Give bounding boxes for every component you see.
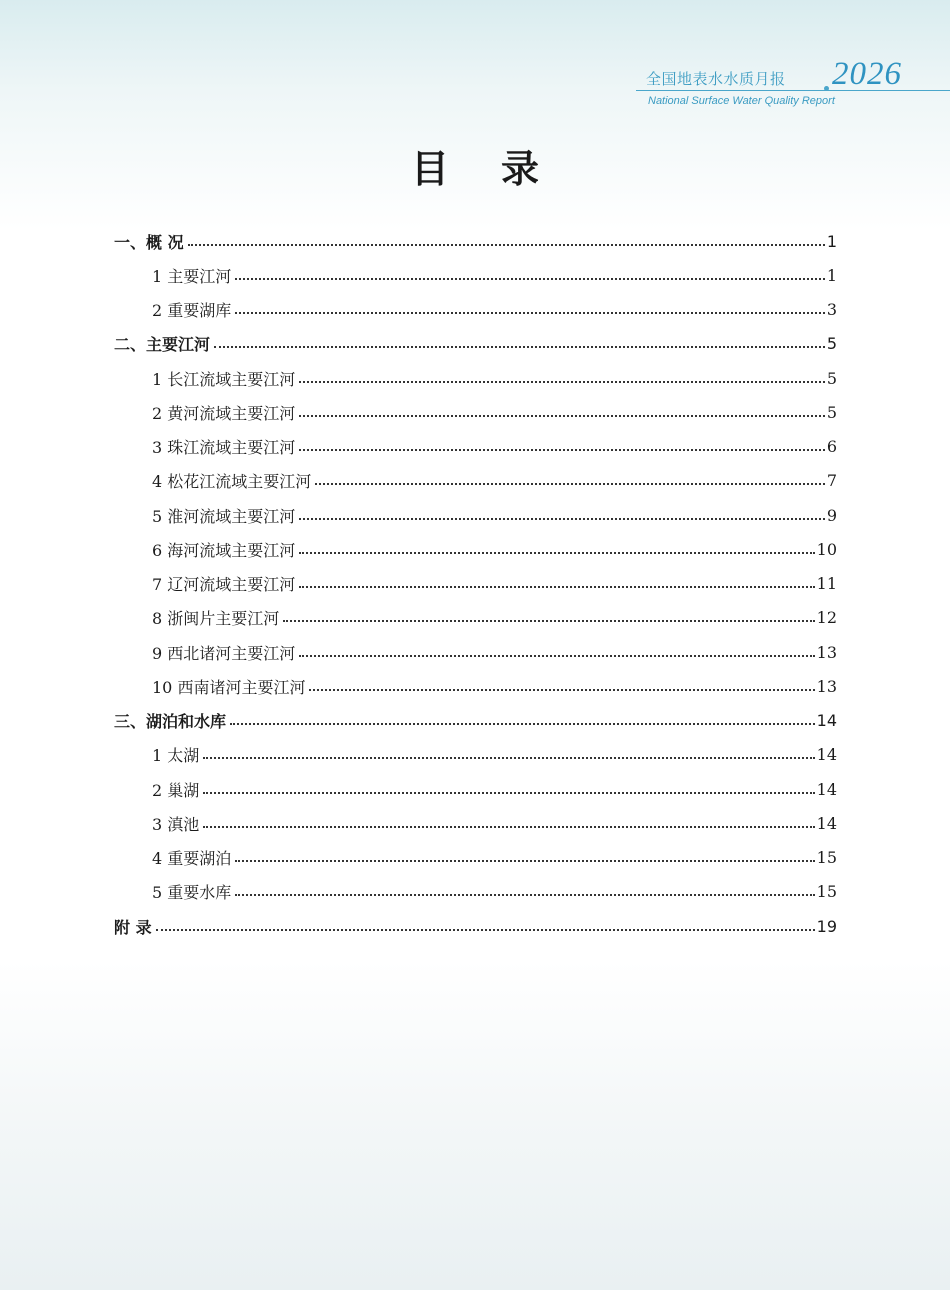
toc-subsection-entry[interactable] (152, 430, 837, 464)
toc-subsection-entry[interactable] (152, 361, 837, 395)
toc-dot-leader (299, 414, 825, 417)
toc-dot-leader (188, 243, 825, 246)
toc-dot-leader (235, 859, 814, 862)
toc-page-number: 6 (826, 437, 837, 456)
report-brand-english: National Surface Water Quality Report (648, 95, 835, 107)
toc-page-number: 5 (826, 402, 837, 422)
toc-page-number: 5 (826, 368, 837, 388)
toc-entry-label: 三、湖泊和水库 (114, 712, 227, 731)
toc-dot-leader (315, 482, 825, 485)
brand-divider (636, 90, 950, 91)
toc-entry-label: 6 海河流域主要江河 (152, 540, 296, 560)
toc-subsection-entry[interactable] (152, 464, 837, 498)
toc-dot-leader (299, 380, 825, 383)
toc-subsection-entry[interactable] (152, 875, 837, 909)
toc-subsection-entry[interactable] (152, 738, 837, 772)
toc-dot-leader (203, 756, 814, 759)
toc-entry-label: 2 黄河流域主要江河 (152, 403, 296, 423)
toc-page-number: 9 (826, 505, 837, 525)
toc-entry-label: 1 太湖 (152, 746, 200, 766)
toc-subsection-entry[interactable] (152, 532, 837, 566)
toc-entry-label: 3 珠江流域主要江河 (152, 438, 296, 457)
toc-page-number: 14 (816, 711, 837, 730)
toc-entry-label: 4 重要湖泊 (152, 849, 232, 868)
toc-subsection-entry[interactable] (152, 841, 837, 875)
toc-dot-leader (235, 311, 825, 314)
report-brand-chinese: 全国地表水水质月报 (646, 70, 786, 88)
toc-page-number: 15 (816, 882, 837, 902)
toc-dot-leader (203, 791, 814, 794)
page-title: 目录 (410, 147, 591, 191)
toc-dot-leader (299, 517, 825, 520)
toc-subsection-entry[interactable] (152, 498, 837, 532)
toc-page-number: 3 (826, 300, 837, 319)
toc-dot-leader (299, 448, 825, 451)
toc-subsection-entry[interactable] (152, 635, 837, 669)
toc-dot-leader (214, 345, 825, 348)
toc-section-entry[interactable] (114, 704, 837, 738)
toc-entry-label: 1 主要江河 (152, 266, 232, 286)
toc-subsection-entry[interactable] (152, 669, 837, 703)
toc-section-entry[interactable] (114, 224, 837, 258)
report-brand-header (636, 56, 950, 112)
toc-subsection-entry[interactable] (152, 806, 837, 840)
toc-entry-label: 二、主要江河 (114, 335, 211, 355)
toc-dot-leader (299, 654, 814, 657)
brand-dot (824, 86, 829, 91)
toc-entry-label: 10 西南诸河主要江河 (152, 677, 306, 697)
toc-page-number: 1 (826, 231, 837, 251)
toc-section-entry[interactable] (114, 327, 837, 361)
toc-page-number: 15 (816, 848, 837, 867)
toc-entry-label: 7 辽河流域主要江河 (152, 575, 296, 594)
toc-subsection-entry[interactable] (152, 395, 837, 429)
toc-dot-leader (299, 551, 814, 554)
toc-subsection-entry[interactable] (152, 772, 837, 806)
toc-entry-label: 8 浙闽片主要江河 (152, 609, 280, 629)
toc-page-number: 12 (816, 608, 837, 628)
toc-entry-label: 一、概 况 (114, 232, 184, 252)
toc-page-number: 14 (816, 779, 837, 799)
toc-page-number: 14 (816, 745, 837, 765)
toc-entry-label: 1 长江流域主要江河 (152, 369, 296, 389)
toc-subsection-entry[interactable] (152, 258, 837, 292)
toc-dot-leader (156, 928, 815, 931)
toc-page-number: 7 (826, 471, 837, 491)
toc-entry-label: 2 巢湖 (152, 780, 200, 800)
toc-page-number: 14 (816, 813, 837, 833)
toc-page-number: 1 (826, 265, 837, 285)
toc-page-number: 13 (816, 676, 837, 696)
toc-dot-leader (235, 893, 814, 896)
toc-page-number: 11 (816, 574, 837, 593)
toc-page-number: 13 (816, 642, 837, 662)
toc-entry-label: 9 西北诸河主要江河 (152, 643, 296, 663)
toc-entry-label: 5 重要水库 (152, 883, 232, 903)
toc-section-entry[interactable] (114, 909, 837, 943)
toc-entry-label: 3 滇池 (152, 814, 200, 834)
toc-dot-leader (309, 688, 814, 691)
toc-entry-label: 4 松花江流域主要江河 (152, 472, 312, 492)
toc-dot-leader (230, 722, 815, 725)
toc-dot-leader (283, 619, 814, 622)
report-year: 2026 (832, 56, 902, 92)
toc-entry-label: 5 淮河流域主要江河 (152, 506, 296, 526)
toc-page-number: 5 (826, 334, 837, 354)
toc-entry-label: 附 录 (114, 917, 152, 937)
toc-dot-leader (235, 277, 825, 280)
toc-dot-leader (203, 825, 814, 828)
toc-subsection-entry[interactable] (152, 567, 837, 601)
toc-page-number: 10 (816, 539, 837, 559)
toc-dot-leader (299, 585, 814, 588)
toc-subsection-entry[interactable] (152, 601, 837, 635)
toc-entry-label: 2 重要湖库 (152, 301, 232, 320)
toc-page-number: 19 (816, 916, 837, 936)
toc-subsection-entry[interactable] (152, 293, 837, 327)
